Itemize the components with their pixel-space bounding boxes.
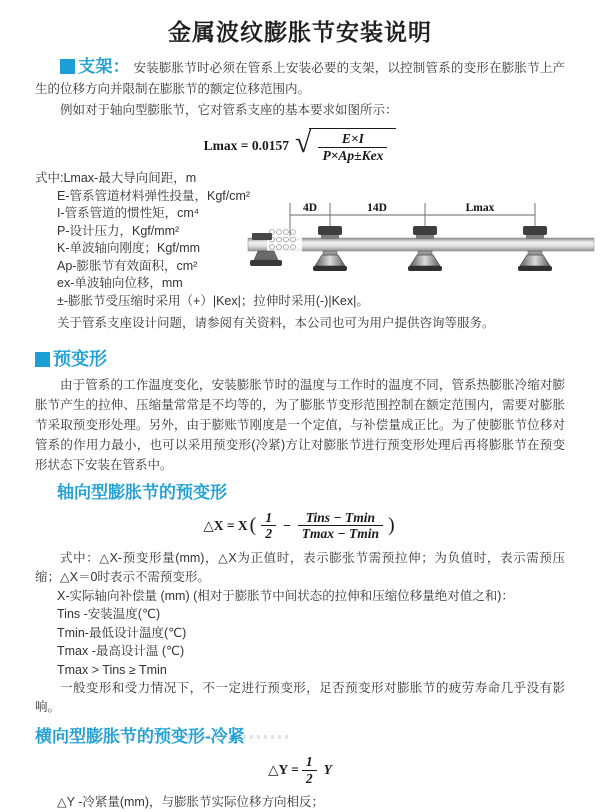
axial-formula — [35, 510, 565, 542]
pipe-support-diagram — [245, 197, 597, 293]
definition-line: P-设计压力，Kgf/mm² — [57, 223, 180, 238]
axial-item: Tmax -最高设计温 (℃) — [57, 644, 185, 659]
axial-item: Tins -安装温度(℃) — [57, 607, 161, 622]
lateral-definitions — [35, 793, 565, 812]
half-fraction — [261, 510, 276, 542]
blue-square-icon — [60, 59, 75, 74]
blue-square-icon — [35, 352, 50, 367]
axial-item: Tmin-最低设计温度(℃) — [57, 625, 187, 640]
radical-content — [309, 128, 396, 163]
definition-line: K-单波轴向刚度；Kgf/mm — [57, 241, 201, 256]
open-paren: ( — [249, 514, 257, 537]
predeform-paragraph: 由于管系的工作温度变化，安装膨胀节时的温度与工作时的温度不同，管系热膨胀冷缩对膨胀节产生的拉伸、压缩量常常是不均等的，为了膨胀节变形范围控制在额定范围内，需要对膨胀节采取预变形处理。另外，由于膨账节刚度是一个定值，与补偿量成正比。为了使膨胀节位移对管系的作用力最小，也可以采用预变形(冷紧)方让对膨胀节进行预变形处理后再将膨胀节在预变形状态下安装在管系中。 — [35, 377, 565, 472]
temp-numerator: Tins − Tmin — [305, 509, 375, 525]
close-paren: ) — [387, 514, 395, 537]
definition-line: Ap-膨胀节有效面积，cm² — [57, 258, 198, 273]
axial-item: Tmax > Tins ≥ Tmin — [57, 662, 167, 677]
predeform-section-label: 预变形 — [53, 348, 107, 369]
definition-line: 式中:Lmax-最大导向间距，m — [35, 171, 197, 186]
lateral-def-text: △Y -冷紧量(mm)，与膨胀节实际位移方向相反； — [57, 795, 325, 810]
radical-sign: √ — [295, 126, 312, 159]
axial-explain-text: 式中：△X-预变形量(mm)，△X为正值时，表示膨张节需预拉伸；为负值时，表示需预压缩；△X＝0时表示不需预变形。 — [35, 550, 565, 584]
axial-definitions — [35, 549, 565, 718]
lmax-fraction — [318, 131, 387, 163]
radical-expression — [295, 128, 396, 163]
support-intro-text: 安装膨胀节时必须在管系上安装必要的支架，以控制管系的变形在膨胀节上产生的位移方向并限制在膨胀节的额定位移范围内。 — [35, 61, 565, 96]
axial-subheading: 轴向型膨胀节的预变形 — [57, 482, 227, 502]
definition-line: E-管系管道材料弹性投量，Kgf/cm² — [57, 188, 251, 203]
bellows-icon — [267, 230, 302, 253]
lmax-formula-lhs: Lmax = 0.0157 — [203, 137, 289, 153]
support-section-label: 支架： — [78, 57, 130, 76]
lateral-subheading: 横向型膨胀节的预变形-冷紧 — [35, 727, 245, 747]
definition-line: I-管系管道的惯性矩，cm⁴ — [57, 206, 200, 221]
dimension-labels — [303, 202, 495, 214]
dim-label-4d: 4D — [302, 202, 318, 215]
dim-label-lmax: Lmax — [465, 202, 495, 215]
support-note-text: 关于管系支座设计问题，请参阅有关资料，本公司也可为用户提供咨询等服务。 — [57, 316, 495, 331]
document-page — [0, 14, 600, 812]
temp-denominator: Tmax − Tmin — [298, 525, 383, 542]
symbol-definitions — [35, 170, 565, 333]
minus-operator: − — [283, 517, 291, 533]
axial-item: X-实际轴向补偿量 (mm) (相对于膨胀节中间状态的拉伸和压缩位移量绝对值之和)： — [57, 588, 514, 603]
lmax-fraction-denominator: P×Ap±Kex — [318, 147, 387, 164]
page-title: 金属波纹膨胀节安装说明 — [168, 19, 432, 45]
axial-closing-text: 一般变形和受力情况下，不一定进行预变形，足否预变形对膨胀节的疲劳寿命几乎没有影响。 — [35, 681, 565, 715]
lateral-formula — [35, 754, 565, 786]
support-paragraph — [35, 56, 565, 100]
lmax-fraction-numerator: E×I — [341, 131, 364, 146]
half-fraction — [302, 754, 317, 786]
clipped-bottom-text-line — [40, 735, 290, 739]
temperature-fraction — [298, 510, 383, 542]
support-example-text: 例如对于轴向型膨胀节，它对管系支座的基本要求如图所示： — [60, 103, 398, 117]
predeform-section-heading — [35, 345, 565, 371]
lmax-formula — [35, 128, 565, 163]
axial-formula-lhs: △X = X — [203, 517, 248, 533]
half-denominator: 2 — [302, 770, 317, 787]
lateral-formula-rhs: Y — [323, 762, 332, 778]
definition-line: ex-单波轴向位移，mm — [57, 276, 183, 291]
half-numerator: 1 — [305, 754, 313, 770]
lateral-formula-lhs: △Y = — [268, 762, 299, 778]
dim-label-14d: 14D — [367, 202, 387, 215]
definition-line: ±-膨胀节受压缩时采用（+）|Kex|；拉伸时采用(-)|Kex|。 — [57, 293, 369, 308]
half-denominator: 2 — [261, 525, 276, 542]
half-numerator: 1 — [265, 509, 273, 525]
